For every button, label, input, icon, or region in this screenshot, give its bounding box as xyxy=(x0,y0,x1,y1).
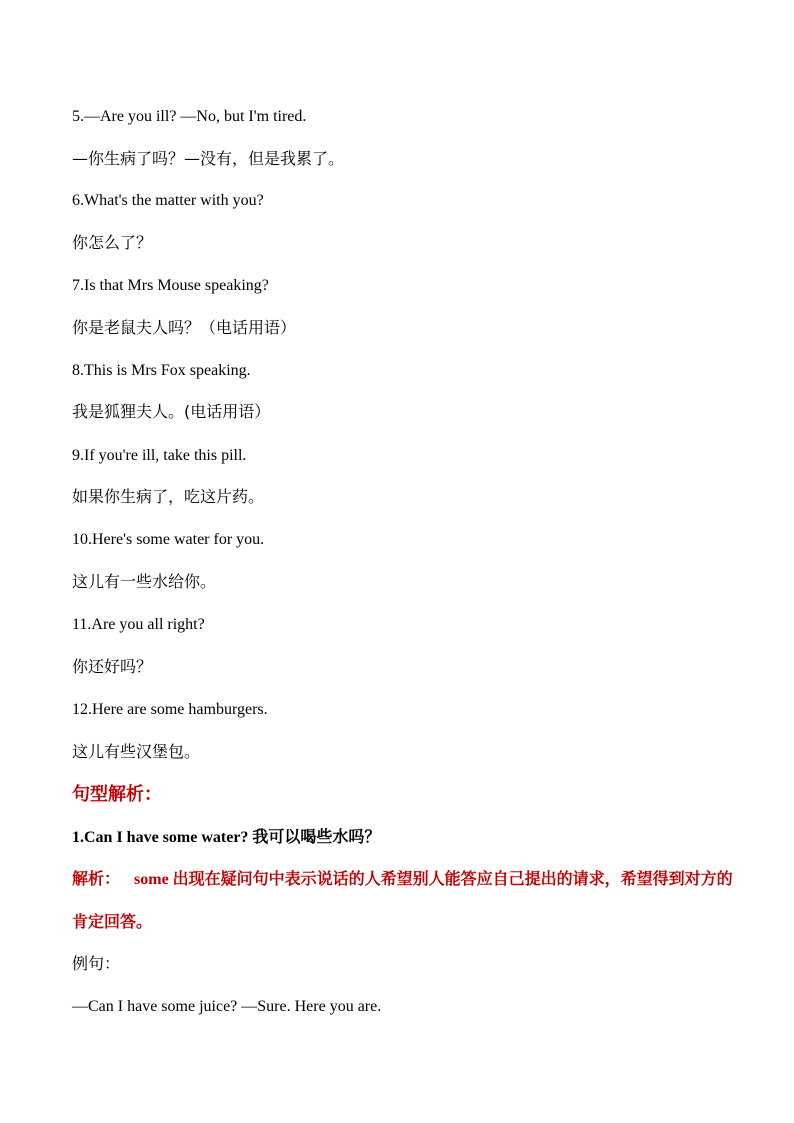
sentence-9-zh: 如果你生病了，吃这片药。 xyxy=(72,487,265,506)
sentence-6-zh: 你怎么了？ xyxy=(72,233,153,252)
sentence-5-zh: —你生病了吗？—没有，但是我累了。 xyxy=(72,149,345,168)
sentence-12-zh: 这儿有些汉堡包。 xyxy=(72,742,201,761)
example-label: 例句： xyxy=(72,954,121,973)
pattern-sentence-zh: 我可以喝些水吗？ xyxy=(252,827,381,846)
pattern-sentence-en: 1.Can I have some water? xyxy=(72,829,249,846)
sentence-5-en: 5.—Are you ill? —No, but I'm tired. xyxy=(72,108,307,125)
analysis-paragraph xyxy=(72,858,734,944)
section-heading: 句型解析： xyxy=(72,784,162,805)
sentence-8-zh: 我是狐狸夫人。(电话用语） xyxy=(72,402,271,421)
sentence-6-en: 6.What's the matter with you? xyxy=(72,192,264,209)
analysis-keyword: some xyxy=(134,871,169,888)
sentence-12-en: 12.Here are some hamburgers. xyxy=(72,701,268,718)
analysis-label: 解析： xyxy=(72,869,121,888)
sentence-10-en: 10.Here's some water for you. xyxy=(72,531,265,548)
sentence-11-zh: 你还好吗？ xyxy=(72,657,153,676)
sentence-11-en: 11.Are you all right? xyxy=(72,616,205,633)
pattern-sentence xyxy=(72,827,734,848)
sentence-7-en: 7.Is that Mrs Mouse speaking? xyxy=(72,277,269,294)
sentence-9-en: 9.If you're ill, take this pill. xyxy=(72,447,247,464)
example-sentence: —Can I have some juice? —Sure. Here you are. xyxy=(72,998,382,1015)
sentence-7-zh: 你是老鼠夫人吗？（电话用语） xyxy=(72,318,297,337)
sentence-8-en: 8.This is Mrs Fox speaking. xyxy=(72,362,251,379)
sentence-10-zh: 这儿有一些水给你。 xyxy=(72,572,217,591)
analysis-text: 出现在疑问句中表示说话的人希望别人能答应自己提出的请求，希望得到对方的肯定回答。 xyxy=(72,869,733,931)
